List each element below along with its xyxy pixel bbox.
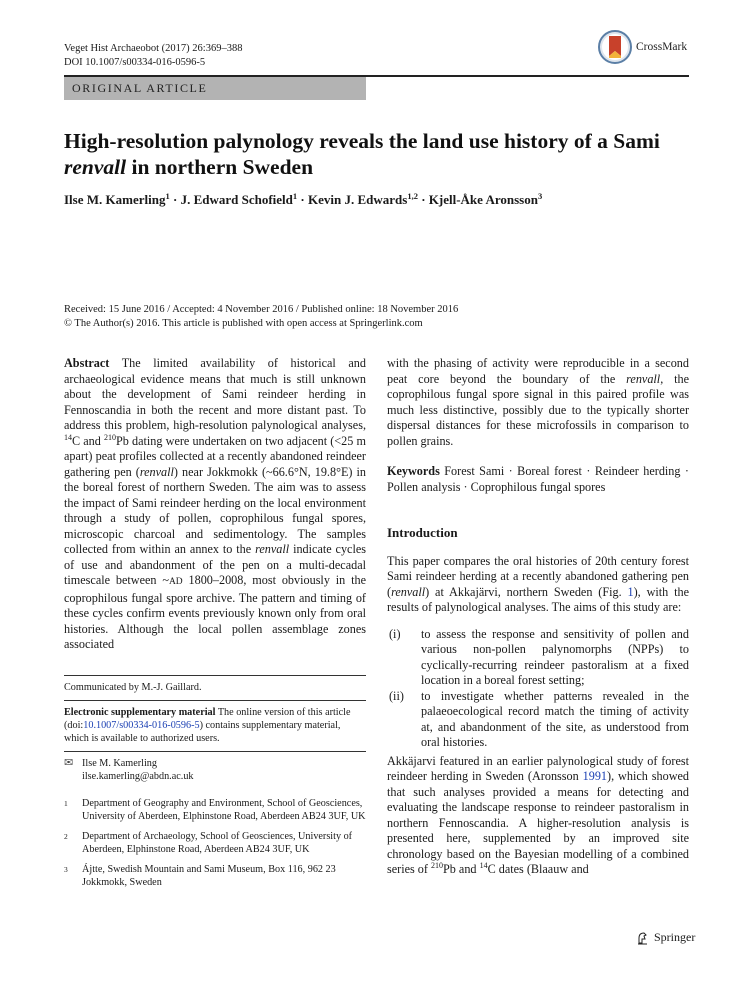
dates-line: Received: 15 June 2016 / Accepted: 4 November 2016 / Published online: 18 November 2016 — [64, 304, 459, 315]
envelope-icon: ✉ — [64, 757, 74, 769]
article-title: High-resolution palynology reveals the land use history of a Sami renvall in northern Sweden — [64, 129, 660, 179]
author[interactable]: Ilse M. Kamerling$^1$ — [64, 191, 170, 207]
aim-item: (ii) to investigate whether patterns revealed in the palaeoecological record match the timing of activity at, and abandonment of the site, as understood from oral histories. — [389, 688, 689, 749]
author[interactable]: Kjell-Åke Aronsson$^3$ — [428, 191, 543, 207]
corresponding-author — [64, 752, 366, 789]
keywords: Keywords Forest Sami · Boreal forest · Reindeer herding · Pollen analysis · Coprophilous fungal spores — [387, 464, 689, 494]
author[interactable]: J. Edward Schofield$^1$ — [180, 191, 298, 207]
publisher-name: Springer — [654, 930, 696, 944]
author-separator: · — [417, 192, 429, 207]
abstract: Abstract The limited availability of historical and archaeological evidence means that much is still unknown about the development of Sami reindeer herding in Fennoscandia in both the recent and more distant past. To address this problem, high-resolution palynological analyses, $^{14}$C and $^{210}$Pb dating were undertaken on two adjacent (<25 m apart) peat profiles collected at a recently abandoned reindeer gathering pen (renvall) near Jokkmokk (~66.6°N, 19.8°E) in the boreal forest of northern Sweden. The aim was to assess the impact of Sami reindeer herding on the local environment through a study of pollen, coprophilous fungal spores, microscopic charcoal and sedimentology. The samples collected from within an annex to the renvall indicate cycles of use and abandonment of the pen on a multi-decadal timescale between ~AD 1800–2008, most obviously in the coprophilous fungal spore archive. The pattern and timing of these cycles confirm events previously known only from oral histories. Although the local pollen assemblage zones associated — [64, 356, 367, 651]
affiliation: 1 Department of Geography and Environment, School of Geosciences, University of Aberdeen, Elphinstone Road, Aberdeen AB24 3UF, UK — [64, 798, 366, 822]
aim-item: (i) to assess the response and sensitivity of pollen and various non-pollen palynomorphs (NPPs) to cyclically-recurring reindeer pastoralism at a fixed location in a boreal forest setting; — [389, 626, 689, 687]
abstract-label: Abstract — [64, 356, 110, 370]
corresponding-name: Ilse M. Kamerling — [82, 758, 157, 769]
journal-line: Veget Hist Archaeobot (2017) 26:369–388 — [64, 43, 243, 54]
publication-dates — [64, 303, 458, 331]
crossmark-icon — [598, 30, 632, 64]
article-type: ORIGINAL ARTICLE — [72, 81, 208, 95]
crossmark-badge[interactable] — [598, 30, 687, 64]
title-italic: renvall — [64, 155, 127, 179]
author[interactable]: Kevin J. Edwards$^{1,2}$ — [307, 191, 418, 207]
figure-link[interactable]: 1 — [627, 584, 634, 599]
footnotes — [64, 675, 366, 896]
keywords-label: Keywords — [387, 464, 440, 478]
intro-paragraph: Akkäjarvi featured in an earlier palynological study of forest reindeer herding in Sweden (Aronsson 1991), which showed that such analyses provided a means for detecting and evaluating the landscape response to reindeer pastoralism in northern Fennoscandia. A higher-resolution analysis is presented here, supplemented by an improved site chronology based on the Bayesian modelling of a combined series of $^{210}$Pb and $^{14}$C dates (Blaauw and — [387, 753, 689, 876]
author-separator: · — [169, 192, 181, 207]
author-separator: · — [297, 192, 308, 207]
reference-link[interactable]: 1991 — [582, 769, 608, 783]
abstract-continued: with the phasing of activity were reproducible in a second peat core beyond the boundary of the renvall, the coprophilous fungal spore signal in this paired profile was much less distinctive, possibly due to the typically shorter dispersal distances for these microfossils in comparison to pollen grains. — [387, 356, 689, 448]
springer-horse-icon — [636, 931, 650, 945]
affiliation: 3 Ájtte, Swedish Mountain and Sami Museum, Box 116, 962 23 Jokkmokk, Sweden — [64, 864, 336, 888]
affiliation: 2 Department of Archaeology, School of Geosciences, University of Aberdeen, Elphinstone Road, Aberdeen AB24 3UF, UK — [64, 831, 353, 855]
doi-line: DOI 10.1007/s00334-016-0596-5 — [64, 57, 206, 68]
supplementary-material: Electronic supplementary material The online version of this article (doi:10.1007/s00334-016-0596-5) contains supplementary material, which is available to authorized users. — [64, 707, 351, 744]
crossmark-label: CrossMark — [636, 41, 688, 53]
corresponding-email[interactable]: ilse.kamerling@abdn.ac.uk — [82, 771, 194, 782]
publisher-logo — [636, 930, 695, 945]
journal-citation — [64, 42, 242, 70]
supplementary-doi-link[interactable]: 10.1007/s00334-016-0596-5 — [83, 720, 200, 731]
author-list — [64, 192, 689, 208]
aims-list — [387, 627, 689, 751]
copyright-line: © The Author(s) 2016. This article is published with open access at Springerlink.com — [64, 318, 423, 329]
communicated-by: Communicated by M.-J. Gaillard. — [64, 682, 202, 693]
section-heading-introduction: Introduction — [387, 525, 458, 540]
right-column — [387, 356, 689, 878]
intro-paragraph: This paper compares the oral histories of 20th century forest Sami reindeer herding at a recently abandoned gathering pen (renvall) at Akkajärvi, northern Sweden (Fig. 1), with the results of palynological analyses. The aims of this study are: — [387, 553, 689, 614]
article-type-bar — [64, 77, 366, 100]
